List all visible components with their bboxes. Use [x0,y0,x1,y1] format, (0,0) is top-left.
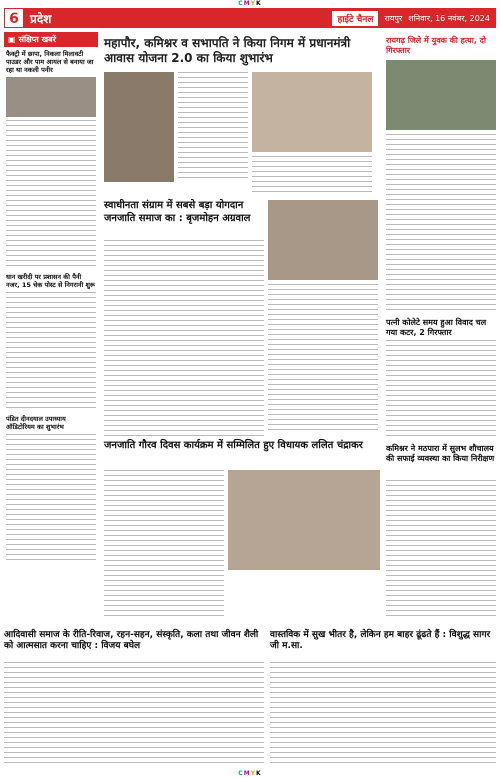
section-title: प्रदेश [30,11,52,26]
page-number: 6 [4,8,24,28]
newspaper-brand: हाईटे चैनल [332,11,378,26]
story2-headline: स्वाधीनता संग्राम में सबसे बड़ा योगदान जनजाति समाज का : बृजमोहन अग्रवाल [104,200,251,224]
right-text1 [386,134,496,314]
right-text2 [386,340,496,440]
lead-event-photo [252,72,372,152]
bullet-icon: ▣ [8,35,16,44]
sidebar-story2-headline: धान खरीदी पर प्रशासन की पैनी नजर, 15 चेक पोस्ट से निगरानी शुरू [6,273,95,289]
lead-story-text2 [252,156,372,196]
lead-headline: महापौर, कमिश्नर व सभापति ने किया निगम में प्रधानमंत्री आवास योजना 2.0 का किया शुभारंभ [104,36,351,65]
right-photo1 [386,60,496,130]
sidebar-story1-text [6,120,96,270]
right-headline5: पत्नी कोलेटे समय हुआ विवाद चल गया कटर, 2 गिरफ्तार [386,318,487,337]
page-header [4,8,496,28]
sidebar-story1-headline: फैक्ट्री में छापा, निकला मिलावटी पाउडर और पाम आयल से बनाया जा रहा था नकली पनीर [6,50,94,74]
lead-story-photo [104,72,174,182]
bottom-headline-left: आदिवासी समाज के रीति-रिवाज, रहन-सहन, संस्कृति, कला तथा जीवन शैली को आत्मसात करना चाहिए : विजय बघेल [4,630,259,652]
right-headline6: कमिश्नर ने मठपारा में सुलभ शौचालय की सफाई व्यवस्था का किया निरीक्षण [386,444,495,463]
sidebar-story3-headline: पंडित दीनदयाल उपाध्याय ऑडिटोरियम का शुभारंभ [6,415,66,431]
edition-city: रायपुर [384,13,403,23]
sidebar-short-news [4,32,98,592]
bottom-text-left [4,662,264,766]
right-text3 [386,480,496,620]
edition-date: शनिवार, 16 नवंबर, 2024 [408,13,490,23]
story2-text2 [268,284,378,434]
story2-text [104,240,264,440]
sidebar-heading: ▣ संक्षिप्त खबरें [4,32,98,47]
sidebar-story3-text [6,434,96,564]
lead-story-text [178,72,248,182]
story3-photo [228,470,380,570]
story3-headline: जनजाति गौरव दिवस कार्यक्रम में सम्मिलित हुए विधायक ललित चंद्राकर [104,440,363,451]
color-registration-mark-bottom: CMYK [238,770,262,777]
sidebar-story2-text [6,292,96,412]
story3-text [104,470,224,620]
sidebar-story1-photo [6,77,96,117]
right-headline1: रायगढ़ जिले में युवक की हत्या, दो गिरफ्तार [386,36,487,55]
bottom-text-right [270,662,496,766]
story2-photo [268,200,378,280]
bottom-headline-right: वास्तविक में सुख भीतर है, लेकिन हम बाहर ढूंढते हैं : विशुद्ध सागर जी म.सा. [270,630,491,652]
color-registration-mark-top: CMYK [238,0,262,7]
